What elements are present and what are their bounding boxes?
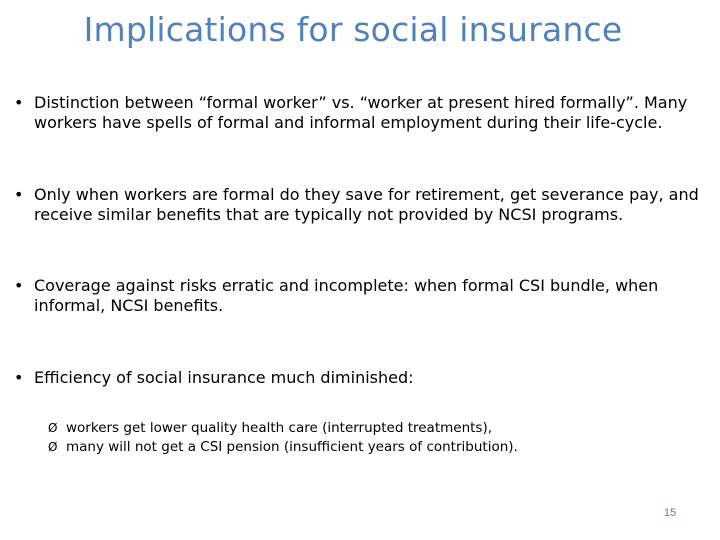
bullet-item	[14, 185, 714, 225]
bullet-text: Efficiency of social insurance much diminished:	[34, 368, 414, 387]
bullet-marker: •	[14, 276, 24, 295]
sub-bullet-text: many will not get a CSI pension (insufficient years of contribution).	[66, 439, 518, 455]
sub-bullet-text: workers get lower quality health care (interrupted treatments),	[66, 420, 493, 436]
sub-bullet-list	[48, 419, 688, 457]
bullet-marker: •	[14, 368, 24, 387]
arrow-marker-icon: Ø	[48, 421, 58, 435]
bullet-text: Coverage against risks erratic and incomplete: when formal CSI bundle, when informal, NCSI benefits.	[34, 276, 659, 315]
bullet-text: Only when workers are formal do they save for retirement, get severance pay, and receive similar benefits that are typically not provided by NCSI programs.	[34, 185, 699, 224]
bullet-item	[14, 93, 714, 133]
arrow-marker-icon: Ø	[48, 440, 58, 454]
slide-title: Implications for social insurance	[83, 10, 623, 49]
sub-bullet-item	[48, 419, 688, 438]
bullet-item	[14, 368, 714, 388]
bullet-marker: •	[14, 93, 24, 112]
bullet-text: Distinction between “formal worker” vs. “worker at present hired formally”. Many workers have spells of formal and informal employment during their life-cycle.	[34, 93, 688, 132]
bullet-marker: •	[14, 185, 24, 204]
sub-bullet-item	[48, 438, 688, 457]
bullet-item	[14, 276, 714, 316]
page-number: 15	[663, 507, 677, 519]
